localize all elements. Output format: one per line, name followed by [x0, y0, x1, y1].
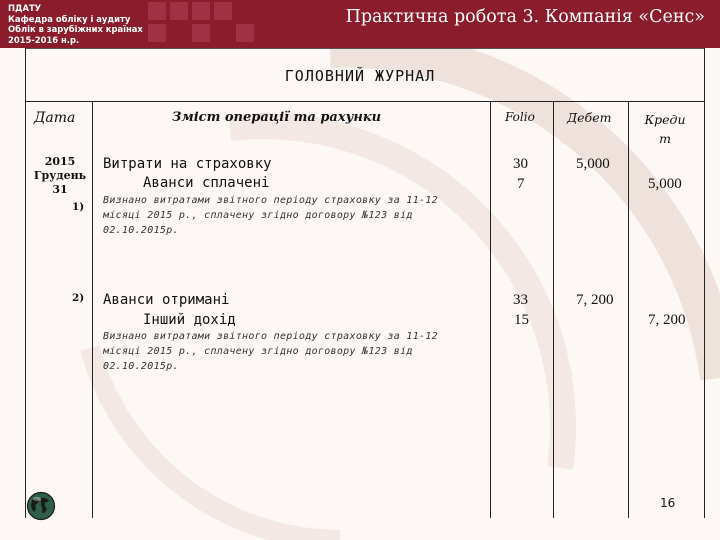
- title-divider: [26, 101, 704, 102]
- debit-account: Витрати на страховку: [103, 156, 272, 172]
- column-header-date: Дата: [34, 110, 76, 126]
- column-divider: [553, 102, 554, 518]
- course-info-line: Облік в зарубіжних країнах: [8, 24, 143, 34]
- credit-amount: 7, 200: [648, 312, 686, 328]
- column-header-credit: [640, 110, 690, 148]
- entry-note-line: Визнано витратами звітного періоду страховку за 11-12: [103, 331, 438, 342]
- debit-folio: 30: [513, 156, 528, 172]
- column-header-folio: Folio: [505, 110, 535, 124]
- credit-account: Інший дохід: [143, 312, 236, 328]
- page-number: 16: [660, 496, 676, 510]
- entry-number: 2): [72, 292, 85, 304]
- column-header-credit-line: т: [659, 131, 671, 146]
- date-month: Грудень: [33, 169, 87, 182]
- course-info-line: 2015-2016 н.р.: [8, 34, 80, 45]
- column-header-credit-line: Креди: [644, 112, 686, 127]
- credit-folio: 7: [517, 176, 525, 192]
- slide-header: [0, 0, 720, 48]
- slide-title: Практична робота 3. Компанія «Сенс»: [345, 7, 705, 27]
- entry-note-line: Визнано витратами звітного періоду страховку за 11-12: [103, 195, 438, 206]
- column-header-debit: Дебет: [567, 110, 612, 125]
- column-header-content: Зміст операції та рахунки: [172, 110, 382, 125]
- journal-title: ГОЛОВНИЙ ЖУРНАЛ: [284, 67, 436, 85]
- date-day: 31: [52, 183, 68, 196]
- course-info-line: ПДАТУ: [8, 3, 42, 13]
- course-info-line: Кафедра обліку і аудиту: [8, 13, 131, 24]
- credit-account: Аванси сплачені: [143, 175, 270, 191]
- column-divider: [628, 102, 629, 518]
- date-year: 2015: [44, 155, 76, 168]
- entry-note: [103, 329, 483, 374]
- credit-amount: 5,000: [648, 176, 682, 192]
- debit-amount: 5,000: [576, 156, 610, 172]
- entry-note-line: місяці 2015 р., сплачену згідно договору №123 від: [103, 210, 413, 221]
- debit-account: Аванси отримані: [103, 292, 230, 308]
- entry-note: [103, 193, 483, 238]
- entry-note-line: 02.10.2015р.: [103, 225, 179, 236]
- credit-folio: 15: [514, 312, 529, 328]
- globe-icon: [26, 491, 56, 521]
- entry-number: 1): [72, 201, 85, 213]
- entry-date: [28, 155, 92, 197]
- entry-note-line: 02.10.2015р.: [103, 361, 179, 372]
- column-divider: [490, 102, 491, 518]
- column-divider: [92, 102, 93, 518]
- entry-note-line: місяці 2015 р., сплачену згідно договору №123 від: [103, 346, 413, 357]
- course-info: [8, 3, 178, 45]
- debit-folio: 33: [513, 292, 528, 308]
- debit-amount: 7, 200: [576, 292, 614, 308]
